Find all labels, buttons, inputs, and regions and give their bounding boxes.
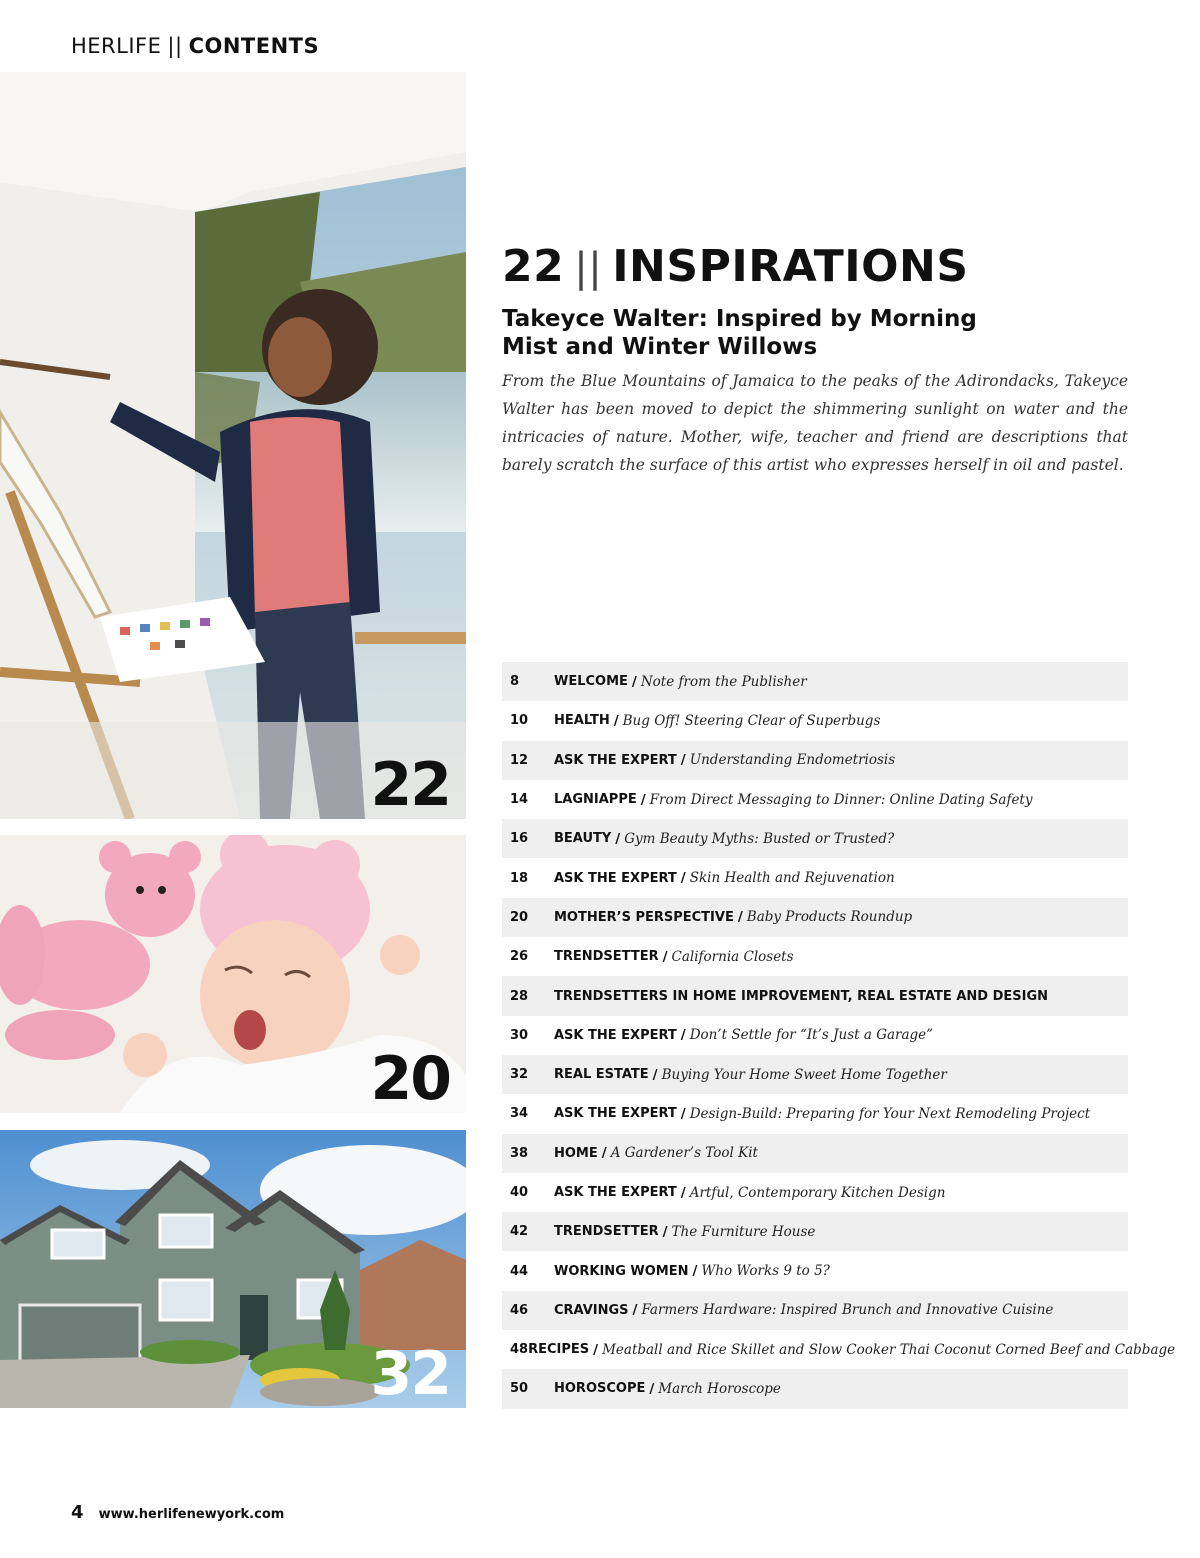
photo-baby[interactable] [0,835,466,1113]
toc-row[interactable] [502,1094,1128,1133]
toc-section: MOTHER’S PERSPECTIVE [554,909,734,925]
toc-separator: / [662,1223,668,1240]
toc-section: TRENDSETTERS IN HOME IMPROVEMENT, REAL ESTATE AND DESIGN [554,988,1048,1004]
toc-section: ASK THE EXPERT [554,1106,677,1122]
toc-section: BEAUTY [554,831,612,847]
toc-row[interactable] [502,898,1128,937]
toc-section: HOME [554,1145,598,1161]
toc-section: ASK THE EXPERT [554,752,677,768]
toc-page-number: 26 [510,949,529,965]
toc-row[interactable] [502,701,1128,740]
photo-page-number: 22 [370,750,450,819]
toc-section: REAL ESTATE [554,1067,649,1083]
toc-separator: / [652,1066,658,1083]
toc-article-title: Design-Build: Preparing for Your Next Remodeling Project [689,1105,1091,1122]
toc-row[interactable] [502,1016,1128,1055]
toc-row[interactable] [502,1369,1128,1408]
toc-separator: / [631,673,637,690]
toc-article-title: Understanding Endometriosis [689,752,896,769]
toc-separator: / [640,791,646,808]
running-header [71,34,319,58]
toc-row[interactable] [502,819,1128,858]
toc-separator: / [737,909,743,926]
website-link[interactable]: www.herlifenewyork.com [98,1507,285,1522]
toc-section: WORKING WOMEN [554,1263,689,1279]
toc-article-title: Don’t Settle for “It’s Just a Garage” [689,1027,934,1044]
toc-article-title: Bug Off! Steering Clear of Superbugs [622,712,881,729]
toc-separator: / [662,948,668,965]
toc-article-title: From Direct Messaging to Dinner: Online Dating Safety [649,791,1033,808]
toc-separator: / [615,830,621,847]
toc-article-title: Skin Health and Rejuvenation [689,870,895,887]
toc-article-title: Baby Products Roundup [746,909,913,926]
toc-page-number: 12 [510,752,529,768]
toc-article-title: Meatball and Rice Skillet and Slow Cooker Thai Coconut Corned Beef and Cabbage [602,1341,1176,1358]
toc-page-number: 40 [510,1185,529,1200]
toc-page-number: 34 [510,1106,529,1122]
feature-headline[interactable]: Takeyce Walter: Inspired by Morning Mist and Winter Willows [502,306,977,360]
toc-section: ASK THE EXPERT [554,870,677,886]
toc-page-number: 32 [510,1067,529,1083]
toc-article-title: Buying Your Home Sweet Home Together [661,1066,947,1083]
toc-separator: / [613,712,619,729]
photo-house[interactable] [0,1130,466,1408]
toc-section: TRENDSETTER [554,1224,659,1240]
page-footer [71,1502,284,1523]
toc-row[interactable] [502,662,1128,701]
toc-separator: / [632,1302,638,1319]
photo-page-number: 32 [370,1339,450,1408]
page-number: 4 [71,1502,84,1523]
toc-section: HOROSCOPE [554,1381,646,1397]
toc-separator: / [601,1145,607,1162]
toc-section: ASK THE EXPERT [554,1185,677,1200]
toc-row[interactable] [502,1055,1128,1094]
toc-separator: / [680,752,686,769]
toc-row[interactable] [502,741,1128,780]
toc-separator: / [649,1380,655,1397]
toc-page-number: 44 [510,1263,529,1279]
photo-painter[interactable] [0,72,466,819]
feature-heading [502,241,1128,292]
toc-row[interactable] [502,1134,1128,1173]
toc-section: TRENDSETTER [554,949,659,965]
toc-page-number: 42 [510,1224,529,1240]
toc-section: ASK THE EXPERT [554,1027,677,1043]
toc-row[interactable] [502,780,1128,819]
toc-row[interactable] [502,1291,1128,1330]
toc-page-number: 18 [510,870,529,886]
toc-section: LAGNIAPPE [554,792,637,808]
toc-page-number: 30 [510,1027,529,1043]
toc-article-title: California Closets [671,948,794,965]
toc-section: CRAVINGS [554,1302,629,1318]
feature-section: INSPIRATIONS [612,241,969,292]
toc-row[interactable] [502,1251,1128,1290]
toc-separator: / [692,1263,698,1280]
painter-image [0,72,466,819]
toc-separator: / [680,1105,686,1122]
toc-page-number: 14 [510,792,529,808]
toc-page-number: 16 [510,831,529,847]
toc-row[interactable] [502,1330,1176,1369]
toc-article-title: Who Works 9 to 5? [701,1263,830,1280]
toc-article-title: Artful, Contemporary Kitchen Design [689,1184,946,1201]
toc-section: HEALTH [554,713,610,729]
toc-article-title: A Gardener’s Tool Kit [610,1145,758,1162]
brand-name: HERLIFE [71,34,162,58]
toc-page-number: 20 [510,909,529,925]
section-label: CONTENTS [188,34,320,58]
feature-story [502,241,1128,479]
toc-row[interactable] [502,1173,1128,1212]
toc-section: RECIPES [528,1342,590,1358]
toc-article-title: Farmers Hardware: Inspired Brunch and Innovative Cuisine [641,1302,1054,1319]
feature-page-number: 22 [502,241,565,292]
toc-page-number: 46 [510,1302,529,1318]
header-separator: || [167,34,183,58]
toc-row[interactable] [502,858,1128,897]
toc-separator: / [593,1341,599,1358]
toc-page-number: 28 [510,988,529,1004]
toc-separator: / [680,1184,686,1201]
feature-separator: || [574,245,603,291]
toc-section: WELCOME [554,674,628,690]
toc-row[interactable] [502,1212,1128,1251]
photo-page-number: 20 [370,1044,450,1113]
toc-separator: / [680,870,686,887]
toc-article-title: Note from the Publisher [640,673,807,690]
toc-article-title: The Furniture House [671,1223,816,1240]
toc-separator: / [680,1027,686,1044]
toc-article-title: March Horoscope [658,1380,781,1397]
toc-article-title: Gym Beauty Myths: Busted or Trusted? [624,830,895,847]
toc-list [502,662,1176,1409]
toc-page-number: 38 [510,1145,529,1161]
feature-description: From the Blue Mountains of Jamaica to the peaks of the Adirondacks, Takeyce Walter has been moved to depict the shimmering sunlight on water and the intricacies of nature. Mother, wife, teacher and friend are descriptions that barely scratch the surface of this artist who expresses herself in oil and pastel. [502,372,1128,474]
toc-page-number: 10 [510,713,529,729]
toc-page-number: 48 [510,1342,529,1358]
toc-row[interactable] [502,937,1128,976]
toc-page-number: 8 [510,674,520,690]
toc-row[interactable] [502,976,1128,1015]
toc-page-number: 50 [510,1381,529,1397]
